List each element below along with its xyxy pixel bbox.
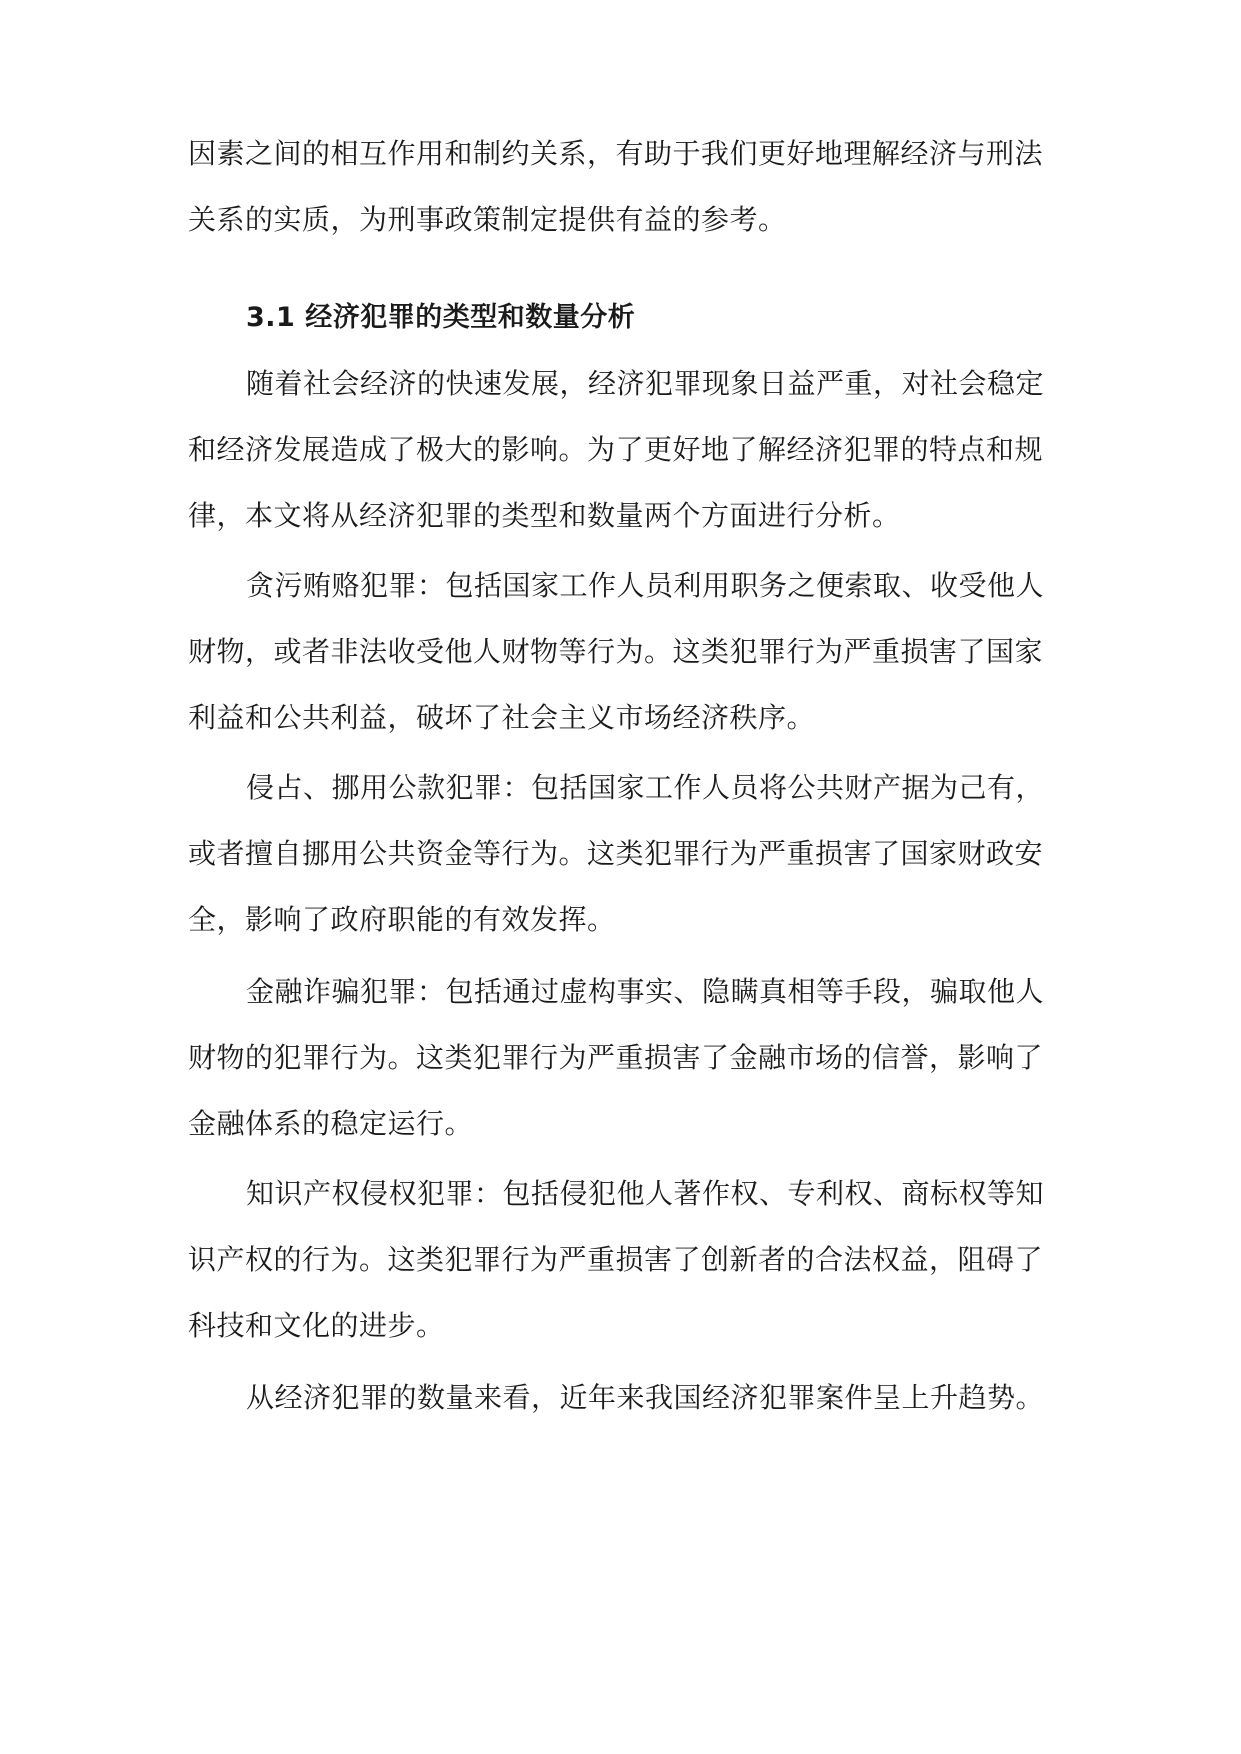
paragraph-line: 从经济犯罪的数量来看，近年来我国经济犯罪案件呈上升趋势。 xyxy=(246,1381,1045,1414)
paragraph-line: 财物的犯罪行为。这类犯罪行为严重损害了金融市场的信誉，影响了 xyxy=(188,1041,1044,1074)
paragraph-line: 金融诈骗犯罪：包括通过虚构事实、隐瞒真相等手段，骗取他人 xyxy=(246,975,1045,1008)
paragraph-line: 识产权的行为。这类犯罪行为严重损害了创新者的合法权益，阻碍了 xyxy=(188,1243,1044,1276)
paragraph-line: 或者擅自挪用公共资金等行为。这类犯罪行为严重损害了国家财政安 xyxy=(188,837,1044,870)
paragraph-line: 侵占、挪用公款犯罪：包括国家工作人员将公共财产据为己有， xyxy=(246,771,1045,804)
paragraph-line: 因素之间的相互作用和制约关系，有助于我们更好地理解经济与刑法 xyxy=(188,137,1044,170)
paragraph-line: 财物，或者非法收受他人财物等行为。这类犯罪行为严重损害了国家 xyxy=(188,635,1044,668)
paragraph-line: 全，影响了政府职能的有效发挥。 xyxy=(188,903,616,936)
paragraph-line: 关系的实质，为刑事政策制定提供有益的参考。 xyxy=(188,203,787,236)
paragraph-line: 利益和公共利益，破坏了社会主义市场经济秩序。 xyxy=(188,701,816,734)
paragraph-line: 和经济发展造成了极大的影响。为了更好地了解经济犯罪的特点和规 xyxy=(188,433,1044,466)
paragraph-line: 知识产权侵权犯罪：包括侵犯他人著作权、专利权、商标权等知 xyxy=(246,1177,1045,1210)
section-heading: 3.1 经济犯罪的类型和数量分析 xyxy=(246,302,636,333)
paragraph-line: 律，本文将从经济犯罪的类型和数量两个方面进行分析。 xyxy=(188,499,901,532)
paragraph-line: 金融体系的稳定运行。 xyxy=(188,1107,474,1140)
paragraph-line: 科技和文化的进步。 xyxy=(188,1309,445,1342)
paragraph-line: 随着社会经济的快速发展，经济犯罪现象日益严重，对社会稳定 xyxy=(246,367,1045,400)
paragraph-line: 贪污贿赂犯罪：包括国家工作人员利用职务之便索取、收受他人 xyxy=(246,569,1045,602)
